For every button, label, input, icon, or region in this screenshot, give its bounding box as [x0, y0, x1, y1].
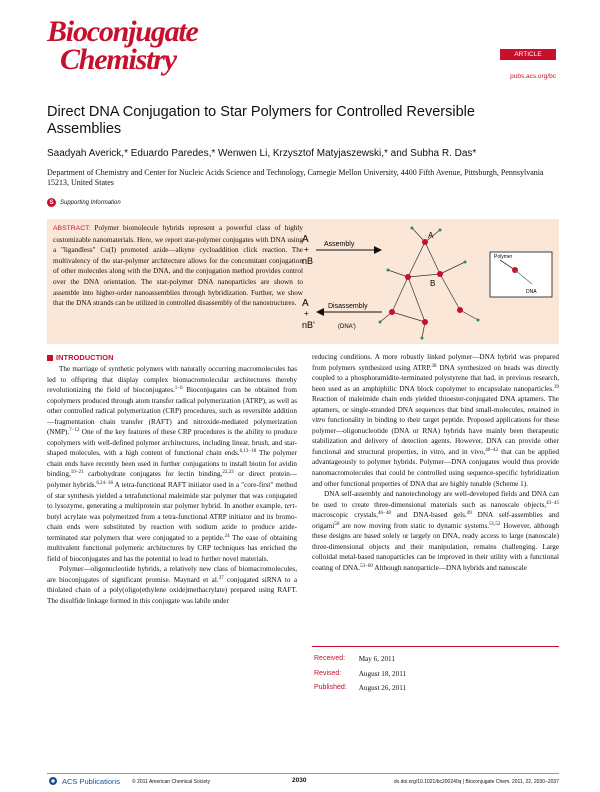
journal-url-link[interactable]: pubs.acs.org/bc — [510, 73, 556, 80]
col2-text: DNA self-assembly and nanotechnology are well-developed fields and DNA can be used to create three-dimensional materials such as nanoscale objects, — [312, 490, 559, 509]
body-column-right — [312, 352, 559, 642]
reference-cite[interactable]: 40−42 — [485, 447, 499, 453]
toc-A-top: A — [302, 234, 309, 245]
toc-assembly-label: Assembly — [324, 241, 355, 248]
abstract-label: ABSTRACT: — [53, 225, 91, 232]
footer-divider — [47, 773, 559, 774]
col2-text: Although nanoparticle—DNA hybrids and nanoscale — [374, 563, 527, 572]
col2-text: and DNA-based gels. — [396, 511, 467, 520]
reference-cite[interactable]: 6,24−36 — [96, 481, 113, 487]
reference-cite[interactable]: 37 — [218, 575, 224, 581]
toc-dna-prime-label: (DNA') — [338, 324, 356, 330]
received-label: Received: — [314, 655, 346, 662]
reference-cite[interactable]: 19−21 — [70, 470, 84, 476]
introduction-header-text: INTRODUCTION — [56, 353, 114, 362]
reference-cite[interactable]: 49 — [466, 511, 472, 517]
col2-text: that can be applied advantageously to polymer hybrids. Polymer—DNA conjugates would thus provide nanomacromolecules that could be controlled using sequence-specific hybridization and other functional properties of DNA that are highly tunable (Scheme 1). — [312, 447, 559, 488]
reference-cite[interactable]: 51,52 — [489, 521, 501, 527]
revised-date: August 18, 2011 — [358, 669, 407, 678]
supporting-info-icon: S — [47, 198, 56, 207]
col1-text: -butyl acrylate was polymerized from a tetra-functional ATRP initiator and its bromo-chain ends were substituted by reaction with sodium azide to produce azide-terminated star polymers that were conjugated to a peptide. — [47, 502, 297, 542]
star-assembly-network — [380, 228, 478, 338]
assembly-arrow-head — [374, 246, 382, 254]
toc-plus-top: + — [304, 245, 309, 254]
col2-text: are now moving from static to dynamic systems. — [342, 521, 490, 530]
introduction-header — [47, 353, 114, 362]
disassembly-arrow-head — [316, 308, 324, 316]
col1-text: conjugated siRNA to a thiolated chain of a poly(oligo(ethylene oxide)methacrylate) prepared using RAFT. The disulfide linkage formed in this conjugate was labile under — [47, 575, 297, 606]
col1-text: Polymer—oligonucleotide hybrids, a relatively new class of biomacromolecules, are bioconjugates of significant promise. Maynard et al. — [47, 565, 297, 584]
publication-dates — [312, 651, 418, 697]
col1-text: One of the key features of these CRP procedures is the ability to produce copolymers with well-defined polymer architectures, including linear, brush, and star-shaped molecules, with a high content of functional chain ends. — [47, 428, 297, 458]
toc-legend-polymer: Polymer — [494, 254, 513, 260]
received-date: May 6, 2011 — [358, 655, 395, 663]
col1-text: Bioconjugates can be obtained from copolymers produced through atom transfer radical polymerization (ATRP), as well as other controlled radical polymerization (CRP) procedures, such as reversible addition—fragmentation chain transfer (RAFT) and nitroxide-mediated polymerization (NMP). — [47, 386, 297, 437]
col2-text: macroscopic crystals, — [312, 511, 379, 520]
toc-disassembly-label: Disassembly — [328, 303, 368, 310]
col2-italic: in vitro — [312, 405, 559, 425]
acs-publications-logo — [47, 776, 120, 786]
star-polymer-cores — [389, 239, 463, 325]
published-label: Published: — [314, 684, 347, 691]
affiliation: Department of Chemistry and Center for Nucleic Acids Science and Technology, Carnegie Mellon University, 4400 Fifth Avenue, Pittsburgh, Pennsylvania 15213, United States — [47, 168, 544, 188]
reference-cite[interactable]: 43−45 — [546, 500, 559, 506]
col1-italic: tert — [284, 502, 295, 511]
author-list: Saadyah Averick,* Eduardo Paredes,* Wenwen Li, Krzysztof Matyjaszewski,* and Subha R. Das* — [47, 148, 477, 159]
col1-text: The ease of obtaining multivalent functional polymeric architectures by CRP techniques has enriched the field of bioconjugates and has the potential to lead to further novel materials. — [47, 533, 297, 563]
col1-text: The polymer chain ends have recently been used in further conjugations to install biotin for avidin binding, — [47, 449, 297, 479]
col1-text: A tetra-functional RAFT initiator used in a "core-first" method of star synthesis yielded a tetrafunctional maleimide star polymer that was conjugated to lysozyme, generating a multiprotein star polymer hybrid. In another example, — [47, 481, 297, 511]
reference-cite[interactable]: 6,13−18 — [239, 449, 257, 455]
col1-text: carbohydrate conjugates for lectin binding, — [88, 470, 223, 479]
journal-name-line1: Bioconjugate — [47, 15, 198, 48]
toc-label-A: A — [428, 231, 434, 240]
abstract-text: Polymer biomolecule hybrids represent a powerful class of highly customizable nanomaterials. Here, we report star-polymer conjugates with DNA using a "ligandless" Cu(I) promoted azide—alkyne cycloaddition click reaction. The multivalency of the star-polymer architecture allows for the concomitant conjugation of other molecules along with the DNA, and the conjugation method provides control over the DNA orientation. The star-polymer DNA nanoparticles are shown to assemble into higher-order nanoassemblies through hybridization. Further, we show that the DNA strands can be utilized in controlled disassembly of the nanostructures. — [53, 224, 304, 308]
dna-strand-ends — [379, 227, 480, 340]
article-type-badge: ARTICLE — [500, 49, 556, 60]
published-date: August 26, 2011 — [358, 684, 407, 692]
toc-label-B: B — [430, 279, 436, 288]
dates-divider — [312, 646, 559, 647]
col2-text: reducing conditions. A more robustly linked polymer—DNA hybrid was prepared from polymers synthesized using ATRP. — [312, 353, 559, 372]
col1-text: The marriage of synthetic polymers with naturally occurring macromolecules has led to offspring that display complex biomacromolecular architectures thereby revolutionizing the field of bioconjugates. — [47, 365, 297, 395]
col2-text: DNA self-assemblies and origami — [312, 511, 559, 530]
supporting-information-link[interactable] — [47, 198, 121, 207]
body-column-left — [47, 364, 297, 710]
reference-cite[interactable]: 24 — [224, 533, 230, 539]
acs-logo-icon — [47, 776, 59, 786]
col2-text: Reaction of maleimide chain ends yielded thioester-conjugated DNA aptamers. The aptamers, or single-stranded DNA sequences that bind small-molecules, retained — [312, 395, 559, 414]
reference-cite[interactable]: 50 — [334, 521, 340, 527]
col2-text: DNA synthesized on beads was directly coupled to a phosphoramidite-terminated polystyrene that had, in previous research, been used as an amphiphilic DNA block copolymer to encapsulate nanoparticles. — [312, 363, 559, 393]
reference-cite[interactable]: 7−12 — [69, 428, 80, 434]
toc-nB-top: nB — [302, 256, 314, 266]
reference-cite[interactable]: 46−48 — [378, 511, 391, 517]
toc-nB-bottom: nB' — [302, 320, 315, 330]
toc-A-bottom: A — [302, 298, 309, 309]
reference-cite[interactable]: 1−6 — [174, 386, 183, 392]
page-number: 2030 — [292, 777, 307, 784]
toc-graphic — [300, 222, 555, 344]
reference-cite[interactable]: 39 — [554, 384, 559, 390]
abstract — [53, 223, 303, 309]
toc-legend-dna: DNA — [526, 289, 537, 295]
article-title: Direct DNA Conjugation to Star Polymers for Controlled Reversible Assemblies — [47, 104, 475, 137]
col1-text: or direct protein—polymer hybrids. — [47, 470, 297, 490]
revised-label: Revised: — [314, 669, 342, 677]
acs-logo-text: ACS Publications — [62, 776, 120, 786]
section-marker-icon — [47, 355, 53, 361]
col2-text: functionality in binding to their target peptide. Proposed applications for these polymer—oligonucleotide (DNA or RNA) hybrids have mainly been therapeutic stabilization and delivery of detection agents. However, DNA can provide other functional and structural properties, in vitro, and in vivo, — [312, 416, 559, 456]
toc-plus-bottom: + — [304, 309, 309, 318]
reference-cite[interactable]: 38 — [431, 363, 437, 369]
supporting-info-label: Supporting Information — [60, 199, 121, 206]
reference-cite[interactable]: 22,23 — [222, 470, 234, 476]
doi-citation[interactable]: dx.doi.org/10.1021/bc200240q | Bioconjugate Chem. 2011, 22, 2030−2037 — [393, 779, 559, 785]
reference-cite[interactable]: 53−60 — [360, 563, 373, 569]
journal-name-line2: Chemistry — [60, 43, 176, 76]
col2-text: However, although these designs are based solely or largely on DNA, ready access to large (nanoscale) three-dimensional objects and their manipulation, remains challenging. Large colloidal metal-based nanoparticles can be improved in their utility with a functional coating of DNA. — [312, 521, 559, 572]
copyright: © 2011 American Chemical Society — [132, 779, 211, 785]
